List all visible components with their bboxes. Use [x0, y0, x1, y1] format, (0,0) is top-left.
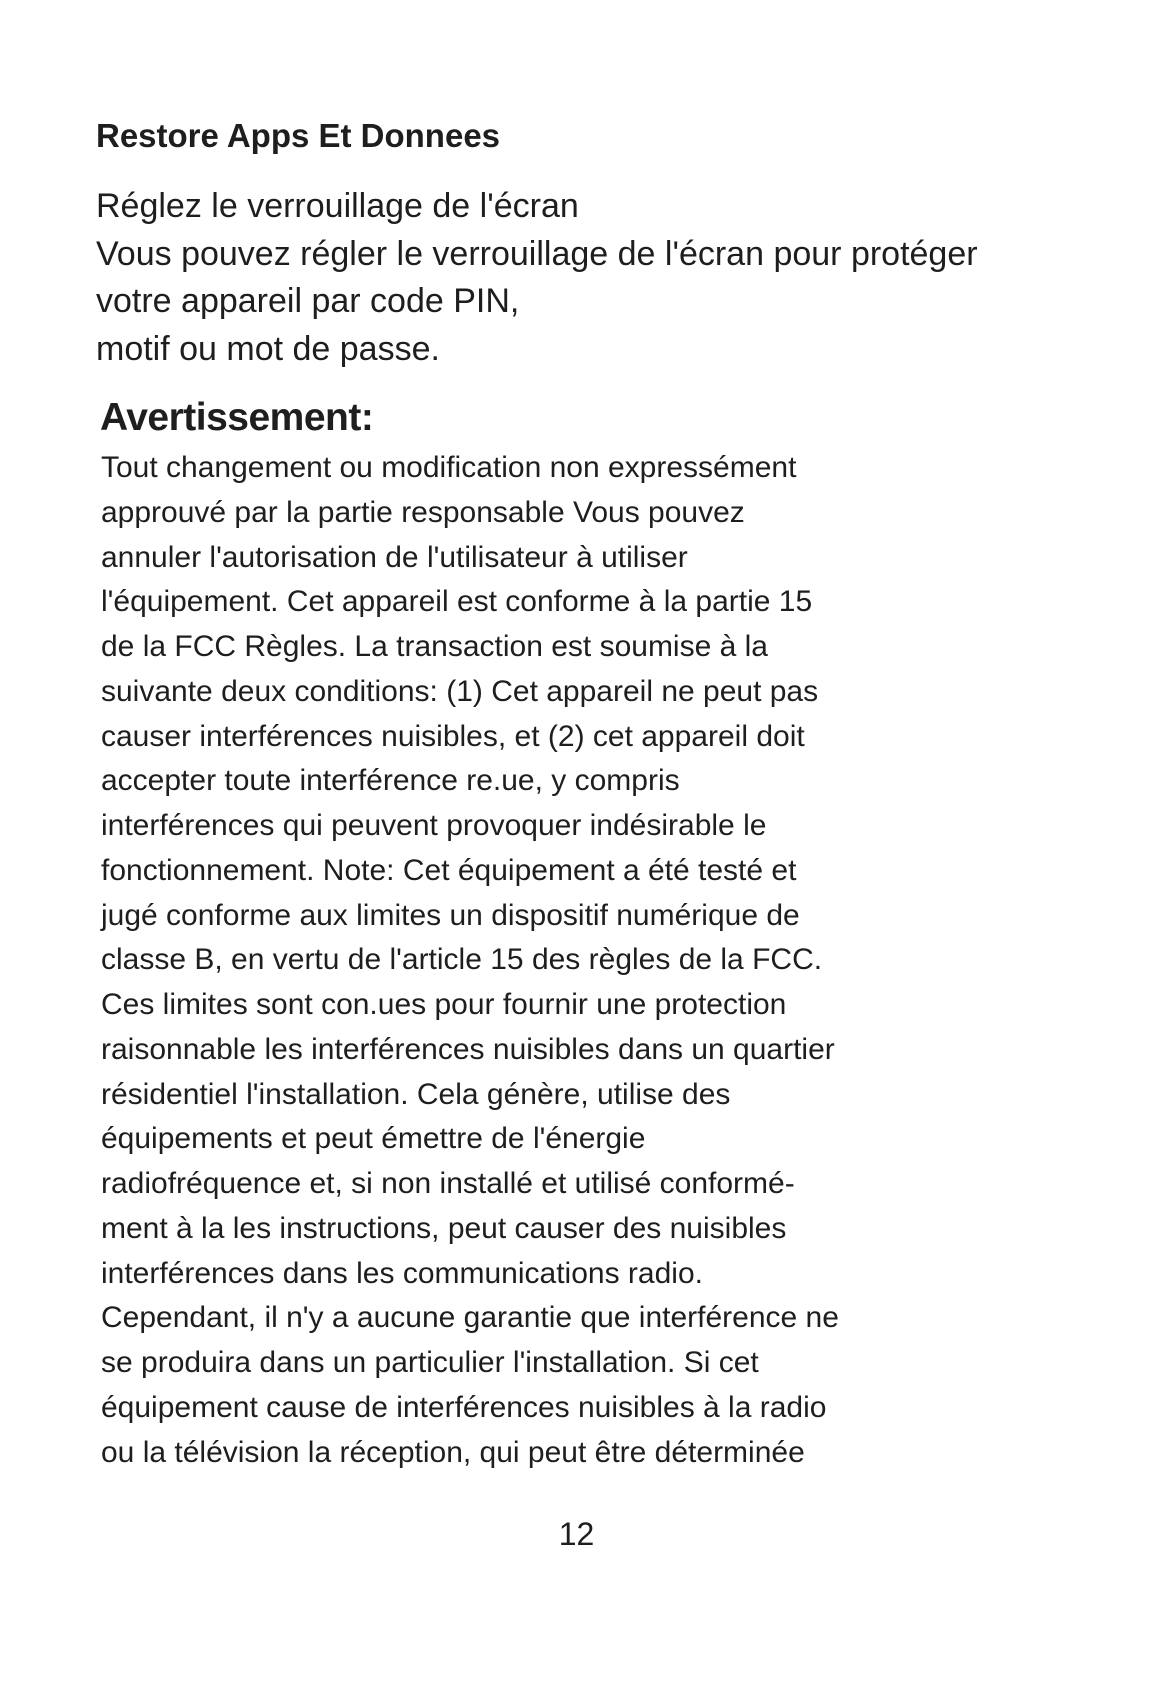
- warning-line: Ces limites sont con.ues pour fournir une protection: [101, 988, 787, 1021]
- intro-line: votre appareil par code PIN,: [96, 282, 520, 320]
- warning-line: accepter toute interférence re.ue, y compris: [101, 764, 680, 798]
- warning-line: résidentiel l'installation. Cela génère, utilise des: [101, 1077, 731, 1111]
- warning-line: équipements et peut émettre de l'énergie: [101, 1122, 646, 1156]
- warning-line: radiofréquence et, si non installé et utilisé conformé-: [101, 1167, 795, 1200]
- warning-line: interférences qui peuvent provoquer indésirable le: [101, 809, 767, 842]
- warning-line: approuvé par la partie responsable Vous pouvez: [101, 495, 745, 529]
- warning-line: jugé conforme aux limites un dispositif numérique de: [101, 898, 800, 932]
- warning-line: classe B, en vertu de l'article 15 des règles de la FCC.: [101, 943, 823, 977]
- warning-heading: Avertissement:: [100, 396, 374, 439]
- warning-line: Tout changement ou modification non expressément: [101, 451, 797, 484]
- warning-body: [101, 446, 1101, 1475]
- warning-line: suivante deux conditions: (1) Cet appareil ne peut pas: [101, 674, 819, 708]
- warning-line: de la FCC Règles. La transaction est soumise à la: [101, 630, 768, 663]
- warning-line: causer interférences nuisibles, et (2) cet appareil doit: [101, 719, 805, 753]
- warning-line: fonctionnement. Note: Cet équipement a été testé et: [101, 853, 797, 887]
- warning-line: ou la télévision la réception, qui peut être déterminée: [101, 1435, 805, 1469]
- warning-line: raisonnable les interférences nuisibles dans un quartier: [101, 1032, 835, 1066]
- warning-line: équipement cause de interférences nuisibles à la radio: [101, 1390, 827, 1424]
- warning-line: Cependant, il n'y a aucune garantie que interférence ne: [101, 1301, 839, 1335]
- screen-lock-intro: [96, 183, 1096, 373]
- intro-line: Vous pouvez régler le verrouillage de l'écran pour protéger: [96, 234, 978, 273]
- warning-line: l'équipement. Cet appareil est conforme à la partie 15: [101, 585, 813, 619]
- page-number: 12: [558, 1516, 595, 1552]
- warning-line: se produira dans un particulier l'installation. Si cet: [101, 1346, 759, 1379]
- intro-line: motif ou mot de passe.: [96, 329, 440, 368]
- intro-line: Réglez le verrouillage de l'écran: [96, 187, 579, 225]
- warning-line: ment à la les instructions, peut causer des nuisibles: [101, 1211, 787, 1245]
- warning-line: annuler l'autorisation de l'utilisateur à utiliser: [101, 540, 688, 574]
- section-heading: Restore Apps Et Donnees: [96, 117, 501, 154]
- warning-line: interférences dans les communications radio.: [101, 1256, 703, 1290]
